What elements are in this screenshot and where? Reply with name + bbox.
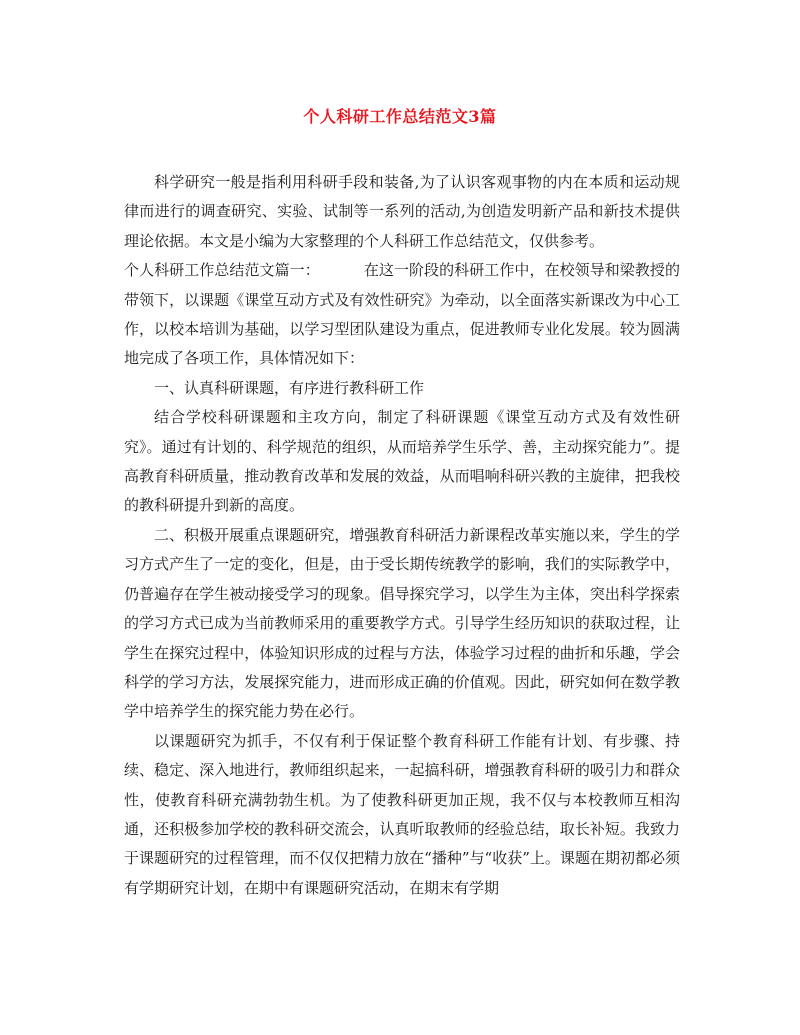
document-body: [124, 168, 680, 903]
section-label: 个人科研工作总结范文篇一：: [124, 261, 320, 280]
intro-paragraph: 科学研究一般是指利用科研手段和装备,为了认识客观事物的内在本质和运动规律而进行的调查研究、实验、试制等一系列的活动,为创造发明新产品和新技术提供理论依据。本文是小编为大家整理的个人科研工作总结范文，仅供参考。: [124, 173, 680, 250]
section-text: 在这一阶段的科研工作中，在校领导和梁教授的带领下，以课题《课堂互动方式及有效性研究》为牵动，以全面落实新课改为中心工作，以校本培训为基础，以学习型团队建设为重点，促进教师专业化发展。较为圆满地完成了各项工作，具体情况如下：: [124, 261, 680, 368]
heading-one: 一、认真科研课题，有序进行教科研工作: [154, 378, 425, 397]
document-title: 个人科研工作总结范文3篇: [303, 107, 497, 126]
paragraph-three: 以课题研究为抓手，不仅有利于保证整个教育科研工作能有计划、有步骤、持续、稳定、深入地进行，教师组织起来，一起搞科研，增强教育科研的吸引力和群众性，使教育科研充满勃勃生机。为了使教科研更加正规，我不仅与本校教师互相沟通，还积极参加学校的教科研交流会，认真听取教师的经验总结，取长补短。我致力于课题研究的过程管理，而不仅仅把精力放在“播种”与“收获”上。课题在期初都必须有学期研究计划，在期中有课题研究活动，在期末有学期: [124, 731, 680, 897]
paragraph-one: 结合学校科研课题和主攻方向，制定了科研课题《课堂互动方式及有效性研究》。通过有计划的、科学规范的组织，从而培养学生乐学、善，主动探究能力”。提高教育科研质量，推动教育改革和发展的效益，从而唱响科研兴教的主旋律，把我校的教科研提升到新的高度。: [124, 408, 680, 515]
paragraph-two: 二、积极开展重点课题研究，增强教育科研活力新课程改革实施以来，学生的学习方式产生了一定的变化，但是，由于受长期传统教学的影响，我们的实际教学中，仍普遍存在学生被动接受学习的现象。倡导探究学习，以学生为主体，突出科学探索的学习方式已成为当前教师采用的重要教学方式。引导学生经历知识的获取过程，让学生在探究过程中，体验知识形成的过程与方法，体验学习过程的曲折和乐趣，学会科学的学习方法，发展探究能力，进而形成正确的价值观。因此，研究如何在数学教学中培养学生的探究能力势在必行。: [124, 525, 680, 721]
section-one-paragraph: [124, 256, 680, 374]
